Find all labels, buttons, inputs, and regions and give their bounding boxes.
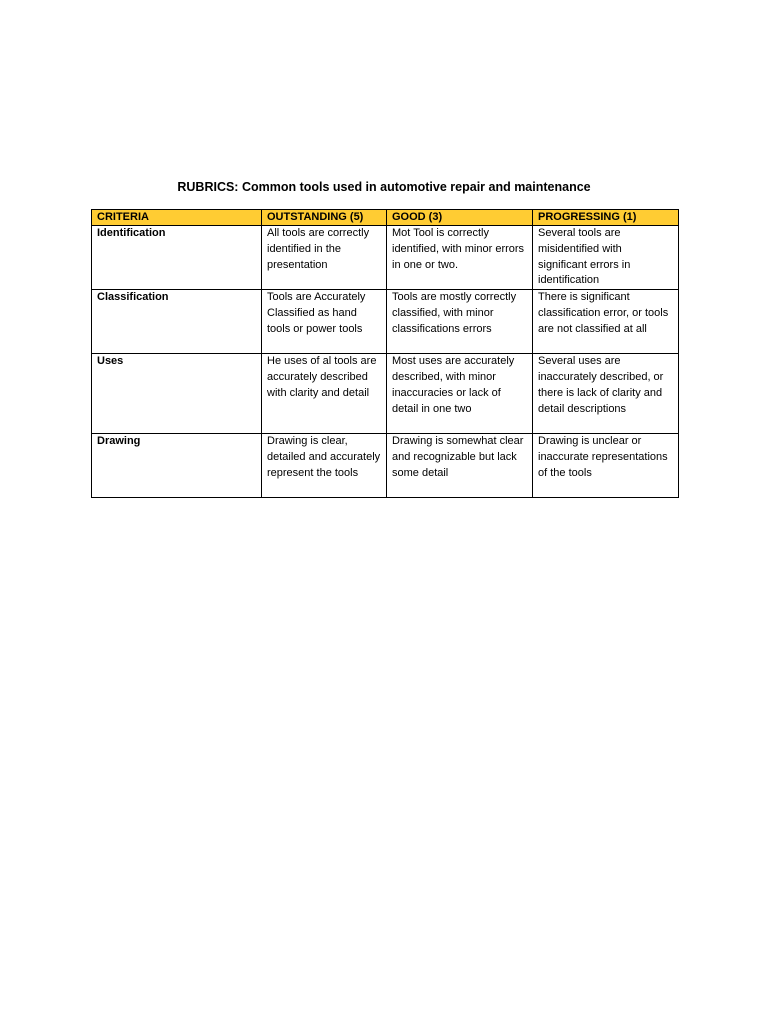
table-row bbox=[92, 226, 679, 290]
progressing-cell: There is significant classification error, or tools are not classified at all bbox=[533, 290, 679, 354]
table-row bbox=[92, 290, 679, 354]
document-title: RUBRICS: Common tools used in automotive repair and maintenance bbox=[177, 180, 591, 194]
outstanding-cell: Tools are Accurately Classified as hand tools or power tools bbox=[262, 290, 387, 354]
good-cell: Tools are mostly correctly classified, with minor classifications errors bbox=[387, 290, 533, 354]
rubric-table bbox=[91, 209, 679, 498]
header-criteria: CRITERIA bbox=[92, 210, 262, 226]
progressing-cell: Several uses are inaccurately described, or there is lack of clarity and detail descriptions bbox=[533, 354, 679, 434]
header-good: GOOD (3) bbox=[387, 210, 533, 226]
progressing-cell: Several tools are misidentified with significant errors in identification bbox=[533, 226, 679, 290]
outstanding-cell: All tools are correctly identified in the presentation bbox=[262, 226, 387, 290]
good-cell: Drawing is somewhat clear and recognizable but lack some detail bbox=[387, 434, 533, 498]
good-cell: Mot Tool is correctly identified, with minor errors in one or two. bbox=[387, 226, 533, 290]
table-row bbox=[92, 434, 679, 498]
outstanding-cell: Drawing is clear, detailed and accurately represent the tools bbox=[262, 434, 387, 498]
header-progressing: PROGRESSING (1) bbox=[533, 210, 679, 226]
criteria-cell: Drawing bbox=[92, 434, 262, 498]
progressing-cell: Drawing is unclear or inaccurate representations of the tools bbox=[533, 434, 679, 498]
criteria-cell: Classification bbox=[92, 290, 262, 354]
outstanding-cell: He uses of al tools are accurately described with clarity and detail bbox=[262, 354, 387, 434]
criteria-cell: Uses bbox=[92, 354, 262, 434]
criteria-cell: Identification bbox=[92, 226, 262, 290]
table-row bbox=[92, 354, 679, 434]
good-cell: Most uses are accurately described, with minor inaccuracies or lack of detail in one two bbox=[387, 354, 533, 434]
header-outstanding: OUTSTANDING (5) bbox=[262, 210, 387, 226]
table-header-row bbox=[92, 210, 679, 226]
